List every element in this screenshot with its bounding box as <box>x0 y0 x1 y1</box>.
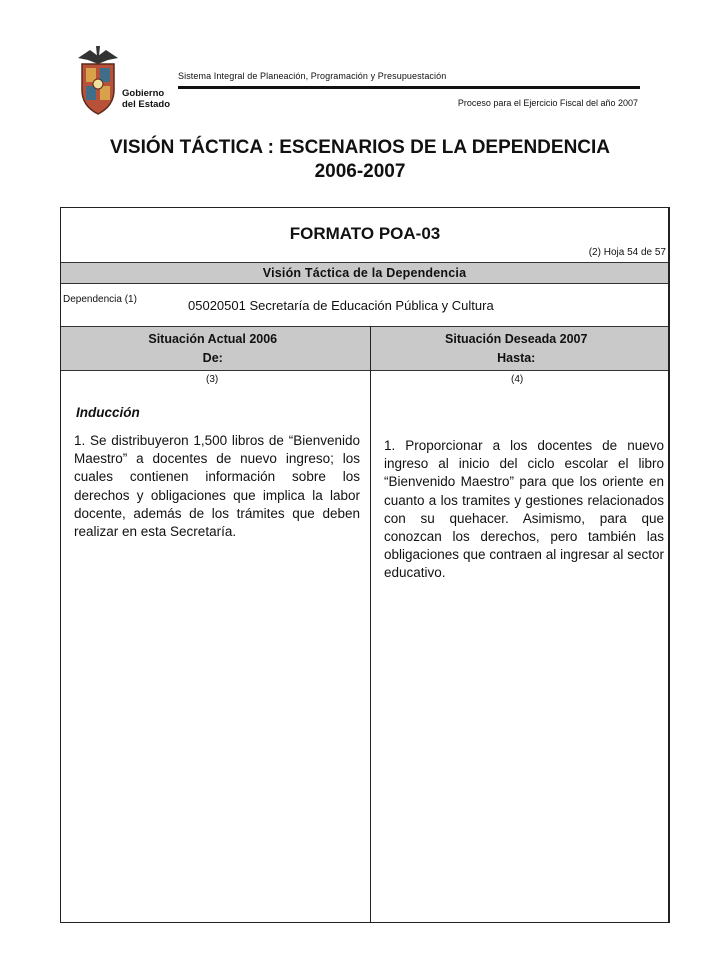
government-label <box>122 88 170 110</box>
current-situation-text: 1. Se distribuyeron 1,500 libros de “Bienvenido Maestro” a docentes de nuevo ingreso; los cuales contienen información sobre los derechos y obligaciones que implica la labor docente, además de los trámites que deben realizar en esta Secretaría. <box>74 433 360 540</box>
page-title-line2: 2006-2007 <box>314 161 406 182</box>
header-rule <box>178 86 640 89</box>
state-seal-logo <box>74 44 122 118</box>
government-label-line2: del Estado <box>122 99 171 110</box>
current-situation-header <box>61 327 365 368</box>
dependency-label: Dependencia (1) <box>63 294 137 305</box>
government-label-line1: Gobierno <box>122 88 165 99</box>
system-name: Sistema Integral de Planeación, Programación y Presupuestación <box>178 71 447 81</box>
section-title: Visión Táctica de la Dependencia <box>262 266 467 280</box>
induction-heading: Inducción <box>76 405 140 420</box>
desired-column-number: (4) <box>511 374 524 385</box>
dependency-value: 05020501 Secretaría de Educación Pública y Cultura <box>188 298 494 313</box>
page-title-line1: VISIÓN TÁCTICA : ESCENARIOS DE LA DEPENDENCIA <box>109 137 611 158</box>
column-divider <box>370 326 371 922</box>
column-header-band <box>61 326 668 371</box>
desired-situation-sub: Hasta: <box>497 351 536 365</box>
desired-situation-text: 1. Proporcionar a los docentes de nuevo ingreso al inicio del ciclo escolar el libro “Bienvenido Maestro” para que los oriente en cuanto a los tramites y gestiones relacionados con su quehacer. Asimismo, para que conozcan los derechos, pero también las obligaciones que contraen al ingresar al sector educativo. <box>384 438 664 581</box>
current-column-number: (3) <box>206 374 219 385</box>
form-name: FORMATO POA-03 <box>289 224 441 243</box>
current-situation-sub: De: <box>202 351 223 365</box>
fiscal-process: Proceso para el Ejercicio Fiscal del año 2007 <box>457 98 638 108</box>
page-title <box>0 136 720 184</box>
desired-situation-title: Situación Deseada 2007 <box>445 332 588 346</box>
desired-situation-header <box>365 327 669 368</box>
current-situation-title: Situación Actual 2006 <box>148 332 278 346</box>
sheet-number: (2) Hoja 54 de 57 <box>588 247 666 258</box>
section-band <box>61 262 668 284</box>
